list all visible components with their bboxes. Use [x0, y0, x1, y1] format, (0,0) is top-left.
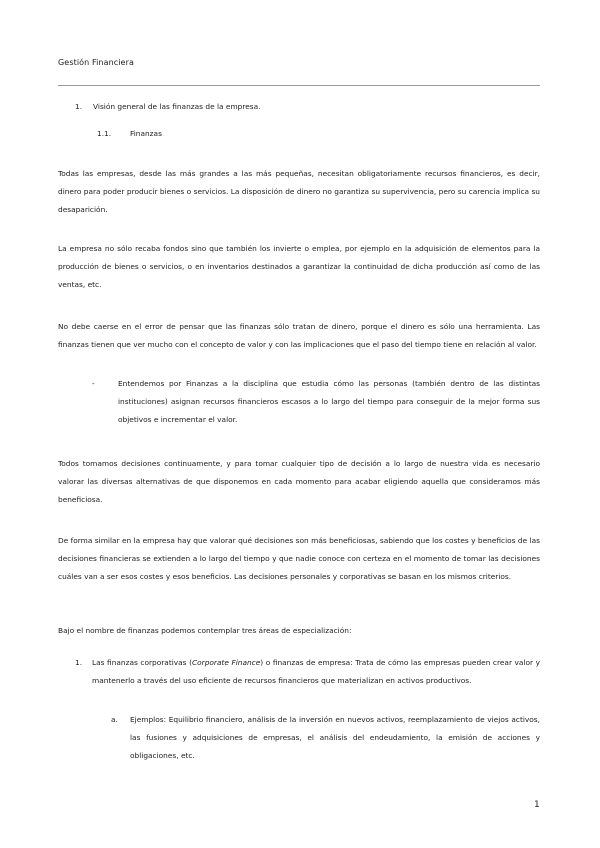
section-title: Visión general de las finanzas de la empresa.	[93, 102, 261, 111]
paragraph: De forma similar en la empresa hay que valorar qué decisiones son más beneficiosas, sabiendo que los costes y beneficios de las decisiones financieras se extienden a lo largo del tiempo y que nadie conoce con certeza en el momento de tomar las decisiones cuáles van a ser esos costes y esos beneficios. Las decisiones personales y corporativas se basan en los mismos criterios.	[58, 536, 540, 581]
bullet-text: Entendemos por Finanzas a la disciplina que estudia cómo las personas (también dentro de las distintas instituciones) asignan recursos financieros escasos a lo largo del tiempo para conseguir de la mejor forma sus objetivos e incrementar el valor.	[118, 379, 540, 424]
paragraph: Bajo el nombre de finanzas podemos contemplar tres áreas de especialización:	[58, 626, 352, 635]
bullet-item	[58, 375, 540, 431]
section-number: 1.	[75, 102, 83, 111]
bullet-marker: -	[92, 379, 95, 388]
header-divider	[58, 85, 540, 86]
page-number: 1	[534, 800, 540, 810]
paragraph: Todas las empresas, desde las más grandes a las más pequeñas, necesitan obligatoriamente recursos financieros, es decir, dinero para poder producir bienes o servicios. La disposición de dinero no garantiza su supervivencia, pero su carencia implica su desaparición.	[58, 169, 540, 214]
sub-list-text: Ejemplos: Equilibrio financiero, análisis de la inversión en nuevos activos, reemplazamiento de viejos activos, las fusiones y adquisiciones de empresas, el análisis del endeudamiento, la emisión de acciones y obligaciones, etc.	[130, 715, 540, 760]
paragraph: La empresa no sólo recaba fondos sino que también los invierte o emplea, por ejemplo en la adquisición de elementos para la producción de bienes o servicios, o en inventarios destinados a garantizar la continuidad de dicha producción así como de las ventas, etc.	[58, 244, 540, 289]
paragraph: Todos tomamos decisiones continuamente, y para tomar cualquier tipo de decisión a lo largo de nuestra vida es necesario valorar las diversas alternativas de que disponemos en cada momento para acabar eligiendo aquella que consideramos más beneficiosa.	[58, 459, 540, 504]
list-text: Las finanzas corporativas (Corporate Finance) o finanzas de empresa: Trata de cómo las empresas pueden crear valor y mantenerlo a través del uso eficiente de recursos financieros que materializan en activos productivos.	[92, 658, 540, 685]
sub-list-marker: a.	[111, 715, 118, 724]
subsection-title: Finanzas	[130, 129, 162, 138]
paragraph: No debe caerse en el error de pensar que las finanzas sólo tratan de dinero, porque el dinero es sólo una herramienta. Las finanzas tienen que ver mucho con el concepto de valor y con las implicaciones que el paso del tiempo tiene en relación al valor.	[58, 322, 540, 349]
list-number: 1.	[75, 658, 83, 667]
numbered-list-item	[58, 654, 540, 710]
subsection-number: 1.1.	[97, 129, 112, 138]
header-title: Gestión Financiera	[58, 58, 134, 67]
list-italic-term: Corporate Finance	[191, 658, 261, 667]
sub-list-item	[58, 711, 540, 767]
